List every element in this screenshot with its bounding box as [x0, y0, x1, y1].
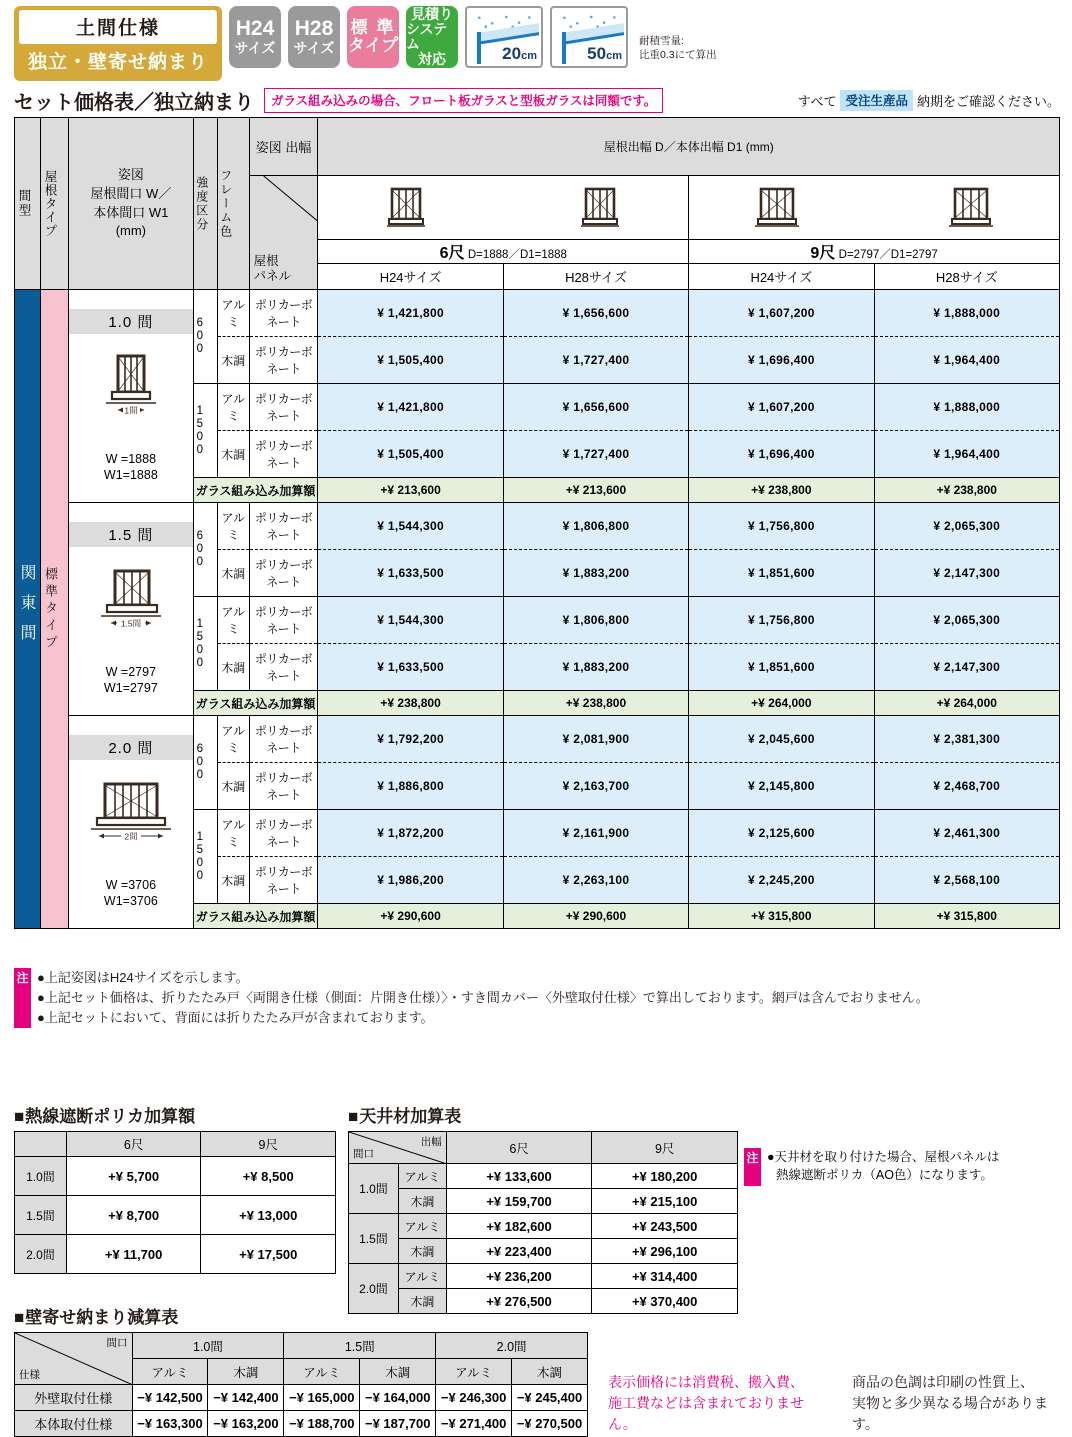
cell-frame-color: アルミ	[217, 290, 249, 337]
wall-corner-cell	[15, 1333, 133, 1385]
cell-price: ¥ 2,081,900	[503, 716, 688, 763]
ceiling-frame-label: アルミ	[398, 1164, 446, 1189]
wall-section	[14, 1303, 588, 1437]
cell-price: ¥ 1,633,500	[318, 644, 503, 691]
ceiling-row	[349, 1214, 738, 1239]
wall-cell-value: −¥ 188,700	[284, 1411, 360, 1437]
cell-roof-panel: ポリカーボネート	[249, 716, 318, 763]
cell-price: ¥ 1,727,400	[503, 431, 688, 478]
wall-cell-value: −¥ 142,400	[208, 1385, 284, 1411]
note-line: ●上記セット価格は、折りたたみ戸〈両開き仕様（側面：片開き仕様）〉・すき間カバー〈外壁取付仕様〉で算出しております。網戸は含んでおりません。	[37, 990, 929, 1006]
glass-add-label: ガラス組み込み加算額	[193, 691, 318, 716]
cell-frame-color: 木調	[217, 337, 249, 384]
standard-type-line1: 標 準	[350, 17, 396, 37]
wall-table	[14, 1332, 588, 1437]
cell-glass-add: +¥ 264,000	[689, 691, 874, 716]
color-disclaimer-line1: 商品の色調は印刷の性質上、	[851, 1374, 1034, 1390]
svg-text:1間: 1間	[124, 405, 138, 416]
wall-cell-value: −¥ 163,200	[208, 1411, 284, 1437]
ceiling-frame-label: アルミ	[398, 1264, 446, 1289]
th-size	[68, 118, 193, 290]
polyca-row-2.0ken	[15, 1235, 336, 1274]
snow-50cm-badge	[550, 6, 628, 68]
cell-glass-add: +¥ 290,600	[318, 904, 503, 929]
cell-frame-color: 木調	[217, 550, 249, 597]
cell-price: ¥ 2,461,300	[874, 810, 1059, 857]
cell-frame-color: アルミ	[217, 384, 249, 431]
wall-corner-top: 間口	[106, 1337, 128, 1349]
polyca-table-title: ■ 熱線遮断ポリカ加算額	[14, 1102, 336, 1127]
polyca-row-label: 1.0間	[15, 1157, 67, 1196]
figure-w1-label: W1=3706	[103, 893, 158, 908]
snow-weight-note	[639, 6, 717, 62]
table-row	[15, 503, 1060, 550]
ceiling-frame-label: 木調	[398, 1239, 446, 1264]
pictogram-9shaku	[689, 176, 1060, 240]
cell-roof-panel: ポリカーボネート	[249, 597, 318, 644]
ceiling-row	[349, 1189, 738, 1214]
standard-type-badge	[347, 6, 399, 68]
wall-row	[15, 1385, 588, 1411]
polyca-row-1.5ken	[15, 1196, 336, 1235]
glass-note-banner: ガラス組み込みの場合、フロート板ガラスと型板ガラスは同額です。	[264, 88, 663, 113]
made-to-order-prefix: すべて	[797, 94, 837, 109]
cell-frame-color: 木調	[217, 431, 249, 478]
polyca-cell-value: +¥ 13,000	[201, 1196, 336, 1235]
cell-price: ¥ 2,145,800	[689, 763, 874, 810]
ceiling-table	[348, 1131, 738, 1314]
wall-cell-value: −¥ 245,400	[512, 1385, 588, 1411]
cell-roof-panel: ポリカーボネート	[249, 810, 318, 857]
note-text-block	[37, 968, 929, 1028]
ceiling-cell-value: +¥ 215,100	[592, 1189, 738, 1214]
group-header-9shaku	[689, 240, 1060, 264]
ceiling-note-line1: ●天井材を取り付けた場合、屋根パネルは	[767, 1150, 1000, 1164]
polyca-cell-value: +¥ 17,500	[201, 1235, 336, 1274]
carport-door-icon	[755, 185, 799, 231]
snow-20cm-badge	[465, 6, 543, 68]
th-depth-span: 屋根出幅 D／本体出幅 D1 (mm)	[318, 118, 1060, 176]
ceiling-frame-label: アルミ	[398, 1214, 446, 1239]
ceiling-header-row	[349, 1132, 738, 1164]
cell-price: ¥ 1,964,400	[874, 337, 1059, 384]
polyca-col-9shaku: 9尺	[201, 1132, 336, 1157]
cell-glass-add: +¥ 238,800	[689, 478, 874, 503]
ceiling-cell-value: +¥ 223,400	[446, 1239, 592, 1264]
cell-strength-600: 600	[193, 716, 217, 810]
th-size-line3: 本体間口 W1	[93, 204, 169, 220]
cell-roof-panel: ポリカーボネート	[249, 337, 318, 384]
th-frame-color: フレーム色	[217, 118, 249, 290]
roof-post-icon	[477, 32, 481, 64]
wall-header-row-1	[15, 1333, 588, 1359]
cell-price: ¥ 1,544,300	[318, 597, 503, 644]
ceiling-corner-top: 出幅	[420, 1136, 442, 1148]
cell-price: ¥ 2,065,300	[874, 503, 1059, 550]
wall-group-1.5ken: 1.5間	[284, 1333, 436, 1359]
group-6shaku-dim: D=1888／D1=1888	[467, 249, 567, 261]
svg-text:1.5間: 1.5間	[120, 618, 142, 629]
note-line: ●上記セットにおいて、背面には折りたたみ戸が含まれております。	[37, 1010, 434, 1026]
cell-price: ¥ 1,696,400	[689, 431, 874, 478]
cell-roof-panel: ポリカーボネート	[249, 550, 318, 597]
ceiling-row-label: 1.5間	[349, 1214, 399, 1264]
carport-door-icon	[387, 185, 425, 231]
cell-price: ¥ 1,964,400	[874, 431, 1059, 478]
estimate-system-line1: 見積り	[411, 6, 453, 23]
h24-badge	[229, 6, 281, 68]
wall-subcol: 木調	[512, 1359, 588, 1385]
cell-strength-1500: 1500	[193, 384, 217, 478]
carport-figure-icon	[98, 350, 164, 436]
glass-add-label: ガラス組み込み加算額	[193, 478, 318, 503]
group-9shaku-label: 9尺	[810, 245, 836, 262]
cell-roof-panel: ポリカーボネート	[249, 763, 318, 810]
cell-glass-add: +¥ 238,800	[503, 691, 688, 716]
note-badge-icon: 注	[744, 1148, 761, 1186]
wall-cell-value: −¥ 165,000	[284, 1385, 360, 1411]
made-to-order-note	[798, 90, 1060, 111]
cell-price: ¥ 1,886,800	[318, 763, 503, 810]
standard-type-line2: タイプ	[347, 36, 399, 55]
cell-price: ¥ 1,792,200	[318, 716, 503, 763]
ceiling-frame-label: 木調	[398, 1189, 446, 1214]
h28-badge-line1: H28	[294, 17, 334, 41]
table-notes	[14, 968, 929, 1028]
ken-label: 1.5 間	[69, 522, 193, 547]
cell-price: ¥ 1,727,400	[503, 337, 688, 384]
subheader-6shaku-h28: H28サイズ	[503, 264, 688, 290]
cell-strength-600: 600	[193, 290, 217, 384]
wall-subcol: 木調	[208, 1359, 284, 1385]
cell-glass-add: +¥ 264,000	[874, 691, 1059, 716]
cell-price: ¥ 2,045,600	[689, 716, 874, 763]
cell-frame-color: アルミ	[217, 503, 249, 550]
th-strength: 強度区分	[193, 118, 217, 290]
figure-w1-label: W1=2797	[103, 680, 158, 695]
figure-w-label: W =3706	[105, 877, 157, 892]
ceiling-corner-cell	[349, 1132, 447, 1164]
cell-frame-color: 木調	[217, 763, 249, 810]
cell-roof-panel: ポリカーボネート	[249, 431, 318, 478]
wall-cell-value: −¥ 187,700	[360, 1411, 436, 1437]
polyca-cell-value: +¥ 11,700	[66, 1235, 201, 1274]
th-size-line1: 姿図	[117, 166, 144, 182]
cell-price: ¥ 1,607,200	[689, 290, 874, 337]
cell-price: ¥ 2,468,700	[874, 763, 1059, 810]
cell-price: ¥ 2,147,300	[874, 550, 1059, 597]
glass-add-label: ガラス組み込み加算額	[193, 904, 318, 929]
cell-price: ¥ 2,161,900	[503, 810, 688, 857]
cell-price: ¥ 1,696,400	[689, 337, 874, 384]
estimate-system-line3: 対応	[418, 50, 446, 67]
ceiling-cell-value: +¥ 182,600	[446, 1214, 592, 1239]
wall-corner-bottom: 仕様	[19, 1369, 40, 1381]
snow-weight-note-line2: 比重0.3にて算出	[639, 49, 717, 62]
cell-price: ¥ 1,505,400	[318, 431, 503, 478]
group-9shaku-dim: D=2797／D1=2797	[838, 249, 938, 261]
cell-glass-add: +¥ 315,800	[874, 904, 1059, 929]
wall-cell-value: −¥ 246,300	[436, 1385, 512, 1411]
wall-row-label: 外壁取付仕様	[15, 1385, 133, 1411]
wall-cell-value: −¥ 270,500	[512, 1411, 588, 1437]
cell-price: ¥ 1,986,200	[318, 857, 503, 904]
cell-glass-add: +¥ 213,600	[503, 478, 688, 503]
ceiling-frame-label: 木調	[398, 1289, 446, 1314]
h28-badge-line2: サイズ	[293, 39, 335, 56]
polyca-cell-value: +¥ 8,500	[201, 1157, 336, 1196]
wall-subcol: アルミ	[284, 1359, 360, 1385]
cell-figure-2.0ken	[68, 716, 193, 929]
estimate-system-badge	[406, 6, 458, 68]
ceiling-cell-value: +¥ 370,400	[592, 1289, 738, 1314]
th-roof-panel-line1: 屋根	[253, 253, 279, 268]
polyca-corner-cell	[15, 1132, 67, 1157]
cell-glass-add: +¥ 290,600	[503, 904, 688, 929]
cell-glass-add: +¥ 213,600	[318, 478, 503, 503]
cell-strength-1500: 1500	[193, 597, 217, 691]
table-row	[15, 716, 1060, 763]
ceiling-cell-value: +¥ 314,400	[592, 1264, 738, 1289]
cell-price: ¥ 1,756,800	[689, 597, 874, 644]
cell-price: ¥ 1,656,600	[503, 290, 688, 337]
cell-roof-panel: ポリカーボネート	[249, 644, 318, 691]
polyca-header-row	[15, 1132, 336, 1157]
made-to-order-chip: 受注生産品	[840, 90, 913, 111]
cell-price: ¥ 1,656,600	[503, 384, 688, 431]
cell-price: ¥ 1,883,200	[503, 550, 688, 597]
bottom-disclaimer	[608, 1372, 1072, 1435]
subheader-9shaku-h28: H28サイズ	[874, 264, 1059, 290]
tax-disclaimer	[608, 1372, 830, 1435]
cell-price: ¥ 1,883,200	[503, 644, 688, 691]
cell-price: ¥ 1,851,600	[689, 644, 874, 691]
th-figure-depth: 姿図 出幅	[249, 118, 318, 176]
subheader-6shaku-h24: H24サイズ	[318, 264, 503, 290]
pictogram-6shaku	[318, 176, 689, 240]
spec-badge-top: 土間仕様	[19, 10, 217, 44]
polyca-row-label: 1.5間	[15, 1196, 67, 1235]
polyca-row-label: 2.0間	[15, 1235, 67, 1274]
cell-glass-add: +¥ 238,800	[318, 691, 503, 716]
spec-badge-bottom: 独立・壁寄せ納まり	[27, 52, 208, 73]
ceiling-cell-value: +¥ 133,600	[446, 1164, 592, 1189]
cell-roof-panel: ポリカーボネート	[249, 384, 318, 431]
ceiling-note-text	[767, 1148, 1000, 1186]
wall-cell-value: −¥ 142,500	[132, 1385, 208, 1411]
color-disclaimer-line2: 実物と多少異なる場合があります。	[851, 1395, 1048, 1432]
tax-disclaimer-line1: 表示価格には消費税、搬入費、	[608, 1374, 804, 1390]
cell-matype-value: 関東間	[15, 290, 41, 929]
cell-frame-color: アルミ	[217, 716, 249, 763]
cell-figure-1.0ken	[68, 290, 193, 503]
svg-text:2間: 2間	[124, 831, 138, 842]
ceiling-cell-value: +¥ 180,200	[592, 1164, 738, 1189]
ceiling-note	[744, 1148, 1000, 1186]
cell-price: ¥ 1,607,200	[689, 384, 874, 431]
page-title: セット価格表／独立納まり	[14, 92, 254, 114]
h24-badge-line1: H24	[235, 17, 275, 41]
section-title-row	[14, 86, 1060, 115]
wall-cell-value: −¥ 164,000	[360, 1385, 436, 1411]
polyca-section	[14, 1102, 336, 1274]
wall-group-1.0ken: 1.0間	[132, 1333, 284, 1359]
th-roof-panel	[249, 176, 318, 290]
cell-price: ¥ 2,125,600	[689, 810, 874, 857]
wall-row	[15, 1411, 588, 1437]
ceiling-section	[348, 1102, 738, 1314]
th-size-line4: (mm)	[115, 223, 147, 239]
cell-price: ¥ 1,872,200	[318, 810, 503, 857]
ceiling-col-9shaku: 9尺	[592, 1132, 738, 1164]
cell-roof-panel: ポリカーボネート	[249, 503, 318, 550]
figure-w1-label: W1=1888	[103, 467, 158, 482]
snow-weight-note-line1: 耐積雪量:	[639, 35, 684, 47]
note-badge-icon: 注	[14, 968, 31, 1028]
ceiling-corner-bottom: 間口	[353, 1148, 374, 1160]
carport-figure-icon	[85, 776, 177, 862]
cell-price: ¥ 2,065,300	[874, 597, 1059, 644]
spec-badge	[14, 6, 222, 81]
ken-label: 1.0 間	[69, 309, 193, 334]
th-matype: 間型	[15, 118, 41, 290]
ceiling-row	[349, 1239, 738, 1264]
subheader-9shaku-h24: H24サイズ	[689, 264, 874, 290]
tax-disclaimer-line2: 施工費などは含まれておりません。	[608, 1395, 804, 1432]
snow-50cm-label: 50cm	[587, 44, 622, 63]
cell-price: ¥ 1,633,500	[318, 550, 503, 597]
cell-price: ¥ 1,888,000	[874, 290, 1059, 337]
carport-door-icon	[949, 185, 993, 231]
cell-frame-color: アルミ	[217, 810, 249, 857]
cell-glass-add: +¥ 315,800	[689, 904, 874, 929]
cell-price: ¥ 1,756,800	[689, 503, 874, 550]
ceiling-row-label: 2.0間	[349, 1264, 399, 1314]
ceiling-row	[349, 1164, 738, 1189]
diagonal-divider-icon	[250, 176, 318, 262]
wall-subcol: 木調	[360, 1359, 436, 1385]
cell-price: ¥ 1,851,600	[689, 550, 874, 597]
ken-label: 2.0 間	[69, 735, 193, 760]
wall-group-2.0ken: 2.0間	[436, 1333, 588, 1359]
cell-price: ¥ 1,806,800	[503, 597, 688, 644]
made-to-order-suffix: 納期をご確認ください。	[916, 94, 1060, 109]
wall-cell-value: −¥ 163,300	[132, 1411, 208, 1437]
cell-price: ¥ 2,568,100	[874, 857, 1059, 904]
ceiling-cell-value: +¥ 236,200	[446, 1264, 592, 1289]
polyca-table	[14, 1131, 336, 1274]
polyca-col-6shaku: 6尺	[66, 1132, 201, 1157]
cell-roof-panel: ポリカーボネート	[249, 857, 318, 904]
table-header-row-1	[15, 118, 1060, 176]
th-roof-panel-line2: パネル	[253, 269, 292, 284]
roof-post-icon	[562, 32, 566, 64]
wall-cell-value: −¥ 271,400	[436, 1411, 512, 1437]
note-line: ●上記姿図はH24サイズを示します。	[37, 970, 249, 985]
cell-price: ¥ 1,806,800	[503, 503, 688, 550]
badge-strip	[14, 6, 717, 81]
cell-price: ¥ 1,544,300	[318, 503, 503, 550]
cell-glass-add: +¥ 238,800	[874, 478, 1059, 503]
h28-badge	[288, 6, 340, 68]
cell-frame-color: アルミ	[217, 597, 249, 644]
wall-row-label: 本体取付仕様	[15, 1411, 133, 1437]
color-disclaimer	[852, 1372, 1072, 1435]
ceiling-row	[349, 1264, 738, 1289]
cell-frame-color: 木調	[217, 644, 249, 691]
table-row	[15, 290, 1060, 337]
cell-price: ¥ 1,421,800	[318, 290, 503, 337]
group-header-6shaku	[318, 240, 689, 264]
ceiling-cell-value: +¥ 243,500	[592, 1214, 738, 1239]
cell-strength-600: 600	[193, 503, 217, 597]
ceiling-table-title: ■ 天井材加算表	[348, 1102, 738, 1127]
cell-price: ¥ 1,888,000	[874, 384, 1059, 431]
wall-subcol: アルミ	[436, 1359, 512, 1385]
th-size-line2: 屋根間口 W／	[90, 185, 172, 201]
cell-strength-1500: 1500	[193, 810, 217, 904]
cell-roof-panel: ポリカーボネート	[249, 290, 318, 337]
th-roof-type: 屋根タイプ	[40, 118, 68, 290]
cell-price: ¥ 2,163,700	[503, 763, 688, 810]
polyca-cell-value: +¥ 5,700	[66, 1157, 201, 1196]
cell-price: ¥ 2,263,100	[503, 857, 688, 904]
cell-price: ¥ 2,381,300	[874, 716, 1059, 763]
cell-frame-color: 木調	[217, 857, 249, 904]
cell-price: ¥ 2,147,300	[874, 644, 1059, 691]
estimate-system-line2: システム	[406, 21, 448, 52]
ceiling-note-line2: 熱線遮断ポリカ（AO色）になります。	[776, 1168, 993, 1183]
ceiling-col-6shaku: 6尺	[446, 1132, 592, 1164]
carport-door-icon	[581, 185, 619, 231]
cell-figure-1.5ken	[68, 503, 193, 716]
polyca-cell-value: +¥ 8,700	[66, 1196, 201, 1235]
group-6shaku-label: 6尺	[439, 245, 465, 262]
ceiling-cell-value: +¥ 276,500	[446, 1289, 592, 1314]
cell-rooftype-value: 標準タイプ	[40, 290, 68, 929]
snow-20cm-label: 20cm	[502, 44, 537, 63]
carport-figure-icon	[93, 563, 169, 649]
h24-badge-line2: サイズ	[234, 39, 276, 56]
ceiling-cell-value: +¥ 296,100	[592, 1239, 738, 1264]
cell-price: ¥ 2,245,200	[689, 857, 874, 904]
cell-price: ¥ 1,505,400	[318, 337, 503, 384]
figure-w-label: W =1888	[105, 451, 157, 466]
ceiling-row-label: 1.0間	[349, 1164, 399, 1214]
wall-table-title: ■ 壁寄せ納まり減算表	[14, 1303, 588, 1328]
ceiling-cell-value: +¥ 159,700	[446, 1189, 592, 1214]
wall-subcol: アルミ	[132, 1359, 208, 1385]
set-price-table	[14, 117, 1060, 929]
polyca-row-1.0ken	[15, 1157, 336, 1196]
figure-w-label: W =2797	[105, 664, 157, 679]
cell-price: ¥ 1,421,800	[318, 384, 503, 431]
